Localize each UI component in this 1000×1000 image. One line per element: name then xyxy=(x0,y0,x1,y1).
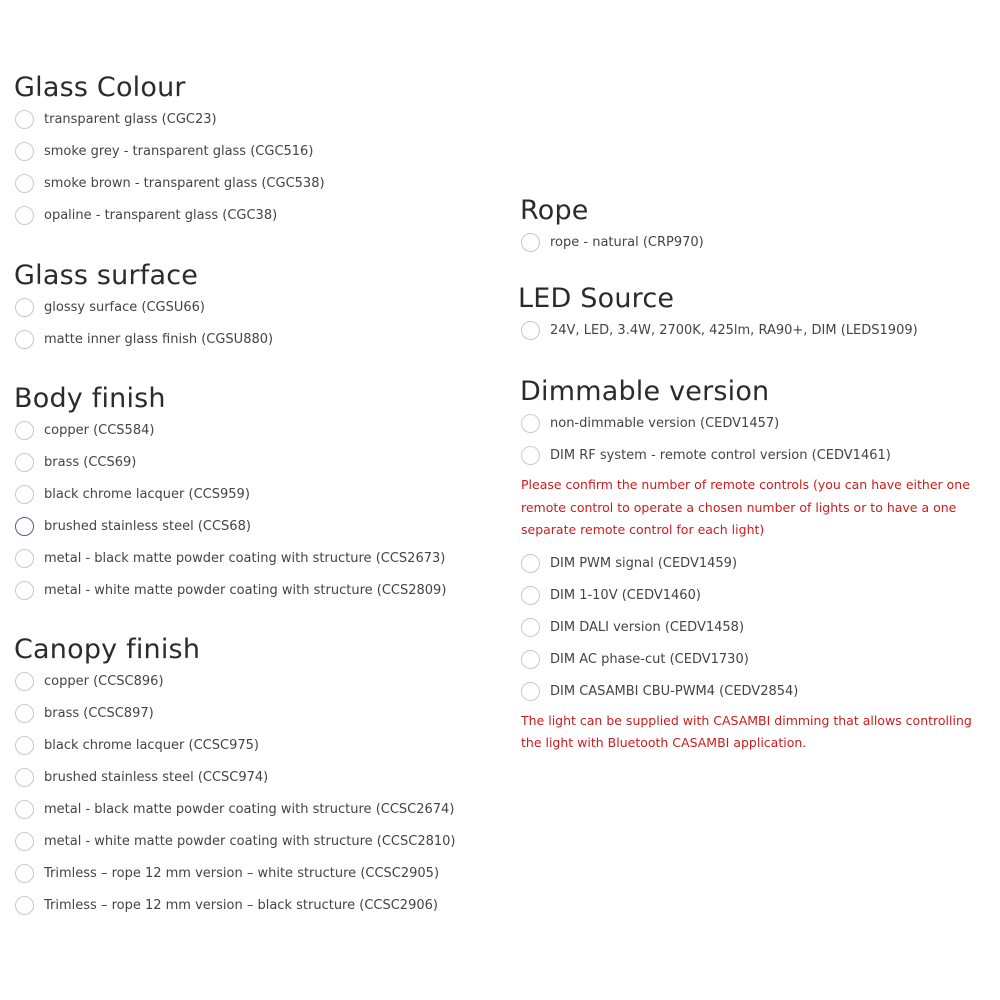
led-source-option[interactable] xyxy=(520,315,918,347)
dimmable-version-option[interactable] xyxy=(520,548,996,580)
rope-title: Rope xyxy=(520,195,589,226)
radio-button[interactable] xyxy=(15,330,34,349)
option-label: matte inner glass finish (CGSU880) xyxy=(44,332,274,347)
body-finish-option[interactable] xyxy=(14,575,447,607)
option-label: black chrome lacquer (CCS959) xyxy=(44,487,250,502)
option-label: metal - white matte powder coating with structure (CCSC2810) xyxy=(44,834,456,849)
canopy-finish-option[interactable] xyxy=(14,890,438,922)
radio-button[interactable] xyxy=(15,453,34,472)
canopy-finish-option[interactable] xyxy=(14,858,440,890)
body-finish-option[interactable] xyxy=(14,543,446,575)
glass-surface-option[interactable] xyxy=(14,324,274,356)
dimmable-version-option[interactable] xyxy=(520,612,996,644)
option-label: Trimless – rope 12 mm version – white structure (CCSC2905) xyxy=(44,866,440,881)
glass-colour-section xyxy=(14,72,325,232)
option-label: DIM PWM signal (CEDV1459) xyxy=(550,555,738,571)
option-label: opaline - transparent glass (CGC38) xyxy=(44,208,278,223)
option-label: smoke brown - transparent glass (CGC538) xyxy=(44,176,325,191)
rope-option[interactable] xyxy=(520,227,704,259)
option-label: brass (CCSC897) xyxy=(44,706,154,721)
radio-button[interactable] xyxy=(521,586,540,605)
canopy-finish-option[interactable] xyxy=(14,826,456,858)
canopy-finish-option[interactable] xyxy=(14,698,200,730)
radio-button[interactable] xyxy=(15,110,34,129)
radio-button[interactable] xyxy=(15,421,34,440)
radio-button[interactable] xyxy=(15,174,34,193)
body-finish-option[interactable] xyxy=(14,511,251,543)
option-label: rope - natural (CRP970) xyxy=(550,235,704,250)
option-label: transparent glass (CGC23) xyxy=(44,112,217,127)
option-label: DIM 1-10V (CEDV1460) xyxy=(550,587,701,603)
dimmable-version-section xyxy=(520,376,996,761)
option-label: copper (CCSC896) xyxy=(44,674,164,689)
option-label: metal - black matte powder coating with structure (CCSC2674) xyxy=(44,802,455,817)
remote-control-note: Please confirm the number of remote controls (you can have either one remote control to operate a chosen number of lights or to have a one separate remote control for each light) xyxy=(521,477,970,537)
radio-button[interactable] xyxy=(15,704,34,723)
option-label: brushed stainless steel (CCSC974) xyxy=(44,770,269,785)
radio-button[interactable] xyxy=(15,736,34,755)
radio-button[interactable] xyxy=(15,800,34,819)
option-label: 24V, LED, 3.4W, 2700K, 425lm, RA90+, DIM (LEDS1909) xyxy=(550,323,918,338)
option-label: Trimless – rope 12 mm version – black structure (CCSC2906) xyxy=(44,898,438,913)
option-label: black chrome lacquer (CCSC975) xyxy=(44,738,259,753)
body-finish-option[interactable] xyxy=(14,479,250,511)
glass-surface-option[interactable] xyxy=(14,292,205,324)
glass-colour-title: Glass Colour xyxy=(14,72,186,103)
led-source-title: LED Source xyxy=(518,283,675,314)
body-finish-title: Body finish xyxy=(14,383,166,414)
option-label: smoke grey - transparent glass (CGC516) xyxy=(44,144,314,159)
dimmable-version-title: Dimmable version xyxy=(520,376,770,407)
radio-button[interactable] xyxy=(521,446,540,465)
option-label: brushed stainless steel (CCS68) xyxy=(44,519,251,534)
led-source-section xyxy=(518,283,918,347)
radio-button[interactable] xyxy=(15,206,34,225)
canopy-finish-title: Canopy finish xyxy=(14,634,201,665)
canopy-finish-option[interactable] xyxy=(14,666,200,698)
radio-button[interactable] xyxy=(521,618,540,637)
dimmable-version-option[interactable] xyxy=(520,440,996,472)
body-finish-option[interactable] xyxy=(14,447,166,479)
radio-button[interactable] xyxy=(521,233,540,252)
body-finish-option[interactable] xyxy=(14,415,166,447)
radio-button[interactable] xyxy=(15,832,34,851)
option-label: non-dimmable version (CEDV1457) xyxy=(550,416,780,431)
option-label: DIM CASAMBI CBU-PWM4 (CEDV2854) xyxy=(550,683,799,699)
canopy-finish-option[interactable] xyxy=(14,730,259,762)
dimmable-version-option[interactable] xyxy=(520,580,996,612)
canopy-finish-option[interactable] xyxy=(14,762,269,794)
radio-button[interactable] xyxy=(15,581,34,600)
glass-surface-section xyxy=(14,260,274,356)
radio-button[interactable] xyxy=(15,517,34,536)
radio-button[interactable] xyxy=(15,485,34,504)
option-label: glossy surface (CGSU66) xyxy=(44,300,205,315)
glass-colour-option[interactable] xyxy=(14,200,278,232)
glass-colour-option[interactable] xyxy=(14,136,314,168)
glass-colour-option[interactable] xyxy=(14,168,325,200)
glass-surface-title: Glass surface xyxy=(14,260,199,291)
option-label: DIM AC phase-cut (CEDV1730) xyxy=(550,651,749,667)
glass-colour-option[interactable] xyxy=(14,104,217,136)
radio-button[interactable] xyxy=(15,142,34,161)
option-label: DIM DALI version (CEDV1458) xyxy=(550,619,745,635)
radio-button[interactable] xyxy=(15,549,34,568)
radio-button[interactable] xyxy=(521,414,540,433)
dimmable-version-option[interactable] xyxy=(520,644,996,676)
radio-button[interactable] xyxy=(15,672,34,691)
radio-button[interactable] xyxy=(15,896,34,915)
radio-button[interactable] xyxy=(521,321,540,340)
canopy-finish-section xyxy=(14,634,456,922)
dimmable-version-option[interactable] xyxy=(520,408,996,440)
body-finish-section xyxy=(14,383,447,607)
dimmable-version-option[interactable] xyxy=(520,676,996,708)
radio-button[interactable] xyxy=(15,768,34,787)
option-label: brass (CCS69) xyxy=(44,455,137,470)
radio-button[interactable] xyxy=(15,298,34,317)
rope-section xyxy=(520,195,704,259)
option-label: metal - black matte powder coating with structure (CCS2673) xyxy=(44,551,446,566)
option-label: DIM RF system - remote control version (CEDV1461) xyxy=(550,448,891,463)
canopy-finish-option[interactable] xyxy=(14,794,455,826)
option-label: copper (CCS584) xyxy=(44,423,155,438)
radio-button[interactable] xyxy=(521,554,540,573)
radio-button[interactable] xyxy=(521,650,540,669)
radio-button[interactable] xyxy=(521,682,540,701)
option-label: metal - white matte powder coating with structure (CCS2809) xyxy=(44,583,447,598)
radio-button[interactable] xyxy=(15,864,34,883)
casambi-note: The light can be supplied with CASAMBI dimming that allows controlling the light with Bluetooth CASAMBI application. xyxy=(521,712,972,750)
